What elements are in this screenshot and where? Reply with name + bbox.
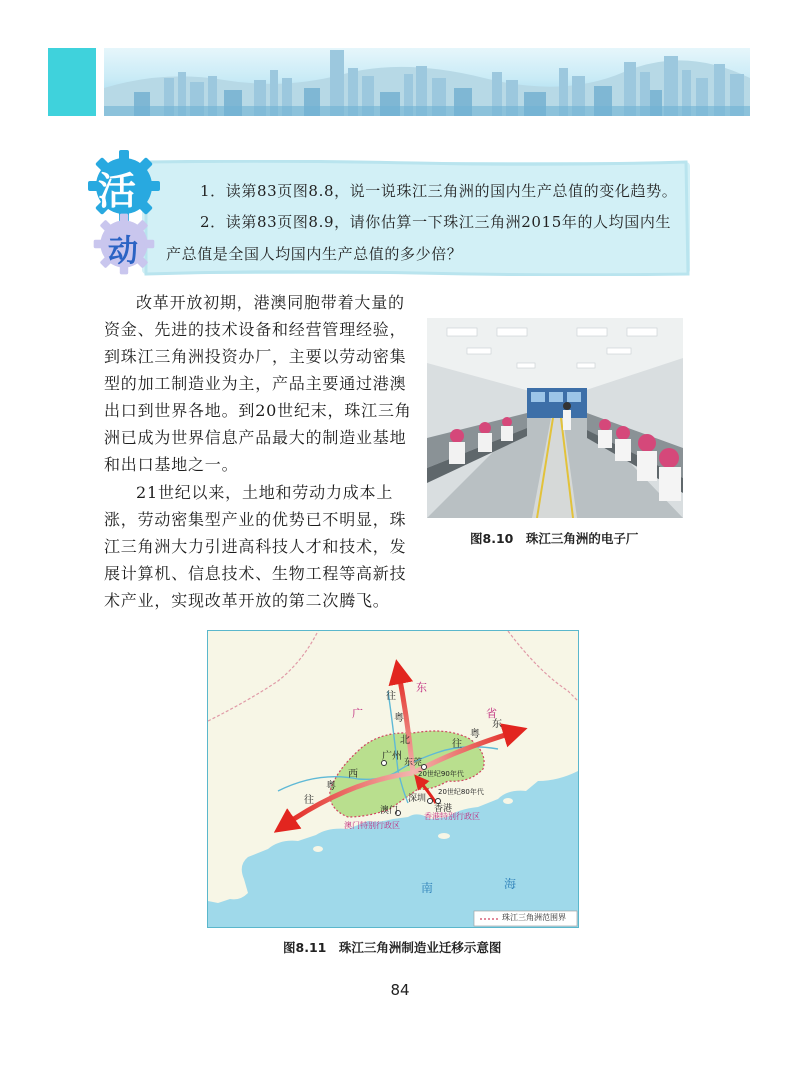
map-label-dongguan: 东莞 bbox=[404, 758, 423, 768]
paragraph-2-line-3: 江三角洲大力引进高科技人才和技术，发 bbox=[104, 537, 407, 556]
electronics-factory-photo bbox=[427, 318, 683, 518]
map-label-wang-north: 往 bbox=[386, 691, 396, 702]
map-label-yue-north: 粤 bbox=[394, 713, 404, 724]
map-label-guang: 广 bbox=[352, 707, 363, 720]
activity-line-1: 1．读第83页图8.8，说一说珠江三角洲的国内生产总值的变化趋势。 bbox=[200, 182, 678, 200]
map-label-aomen: 澳门 bbox=[380, 806, 399, 816]
map-label-wang-east: 往 bbox=[452, 739, 462, 750]
paragraph-1-line-5: 出口到世界各地。到20世纪末，珠江三角 bbox=[104, 401, 412, 420]
activity-line-2: 2．读第83页图8.9，请你估算一下珠江三角洲2015年的人均国内生 bbox=[200, 213, 672, 231]
map-label-bei: 北 bbox=[400, 735, 410, 746]
header-accent-block bbox=[48, 48, 96, 116]
map-label-yue-east: 粤 bbox=[470, 729, 480, 740]
map-label-era-90: 20世纪90年代 bbox=[418, 770, 464, 778]
figure-8-11-caption: 图8.11 珠江三角洲制造业迁移示意图 bbox=[283, 940, 502, 955]
map-label-wang-west: 往 bbox=[304, 795, 314, 806]
map-label-dong: 东 bbox=[416, 681, 427, 694]
header-city-banner bbox=[104, 48, 750, 116]
city-skyline-image bbox=[104, 48, 750, 116]
map-label-xianggang: 香港 bbox=[434, 804, 453, 814]
map-label-sheng: 省 bbox=[486, 707, 497, 720]
paragraph-1-line-1: 改革开放初期，港澳同胞带着大量的 bbox=[136, 293, 405, 312]
map-label-macao-sar: 澳门特别行政区 bbox=[344, 821, 400, 830]
map-label-shenzhen: 深圳 bbox=[408, 794, 427, 804]
paragraph-1-line-4: 型的加工制造业为主，产品主要通过港澳 bbox=[104, 374, 407, 393]
manufacturing-migration-map bbox=[207, 630, 579, 928]
activity-line-3: 产总值是全国人均国内生产总值的多少倍？ bbox=[166, 245, 463, 263]
paragraph-2-line-5: 术产业，实现改革开放的第二次腾飞。 bbox=[104, 591, 390, 610]
paragraph-1-line-6: 洲已成为世界信息产品最大的制造业基地 bbox=[104, 428, 407, 447]
map-label-dong-east: 东 bbox=[492, 719, 502, 730]
map-label-xi: 西 bbox=[348, 769, 358, 780]
map-label-hai: 海 bbox=[504, 877, 517, 891]
paragraph-1-line-7: 和出口基地之一。 bbox=[104, 455, 239, 474]
map-label-guangzhou: 广州 bbox=[382, 751, 402, 762]
map-label-nan: 南 bbox=[421, 881, 434, 895]
paragraph-2-line-4: 展计算机、信息技术、生物工程等高新技 bbox=[104, 564, 407, 583]
figure-8-10-caption: 图8.10 珠江三角洲的电子厂 bbox=[470, 531, 639, 546]
map-label-yue-west: 粤 bbox=[326, 781, 336, 792]
map-label-hk-sar: 香港特别行政区 bbox=[424, 812, 480, 821]
map-label-era-80: 20世纪80年代 bbox=[438, 788, 484, 796]
activity-badge-bottom: 动 bbox=[108, 234, 138, 269]
paragraph-1-line-3: 到珠江三角洲投资办厂，主要以劳动密集 bbox=[104, 347, 407, 366]
map-legend-text: 珠江三角洲范围界 bbox=[502, 913, 566, 922]
page-number: 84 bbox=[390, 981, 410, 999]
paragraph-2-line-1: 21世纪以来，土地和劳动力成本上 bbox=[136, 483, 394, 502]
paragraph-2-line-2: 涨，劳动密集型产业的优势已不明显，珠 bbox=[104, 510, 407, 529]
paragraph-1-line-2: 资金、先进的技术设备和经营管理经验， bbox=[104, 320, 407, 339]
activity-badge-top: 活 bbox=[98, 169, 137, 213]
